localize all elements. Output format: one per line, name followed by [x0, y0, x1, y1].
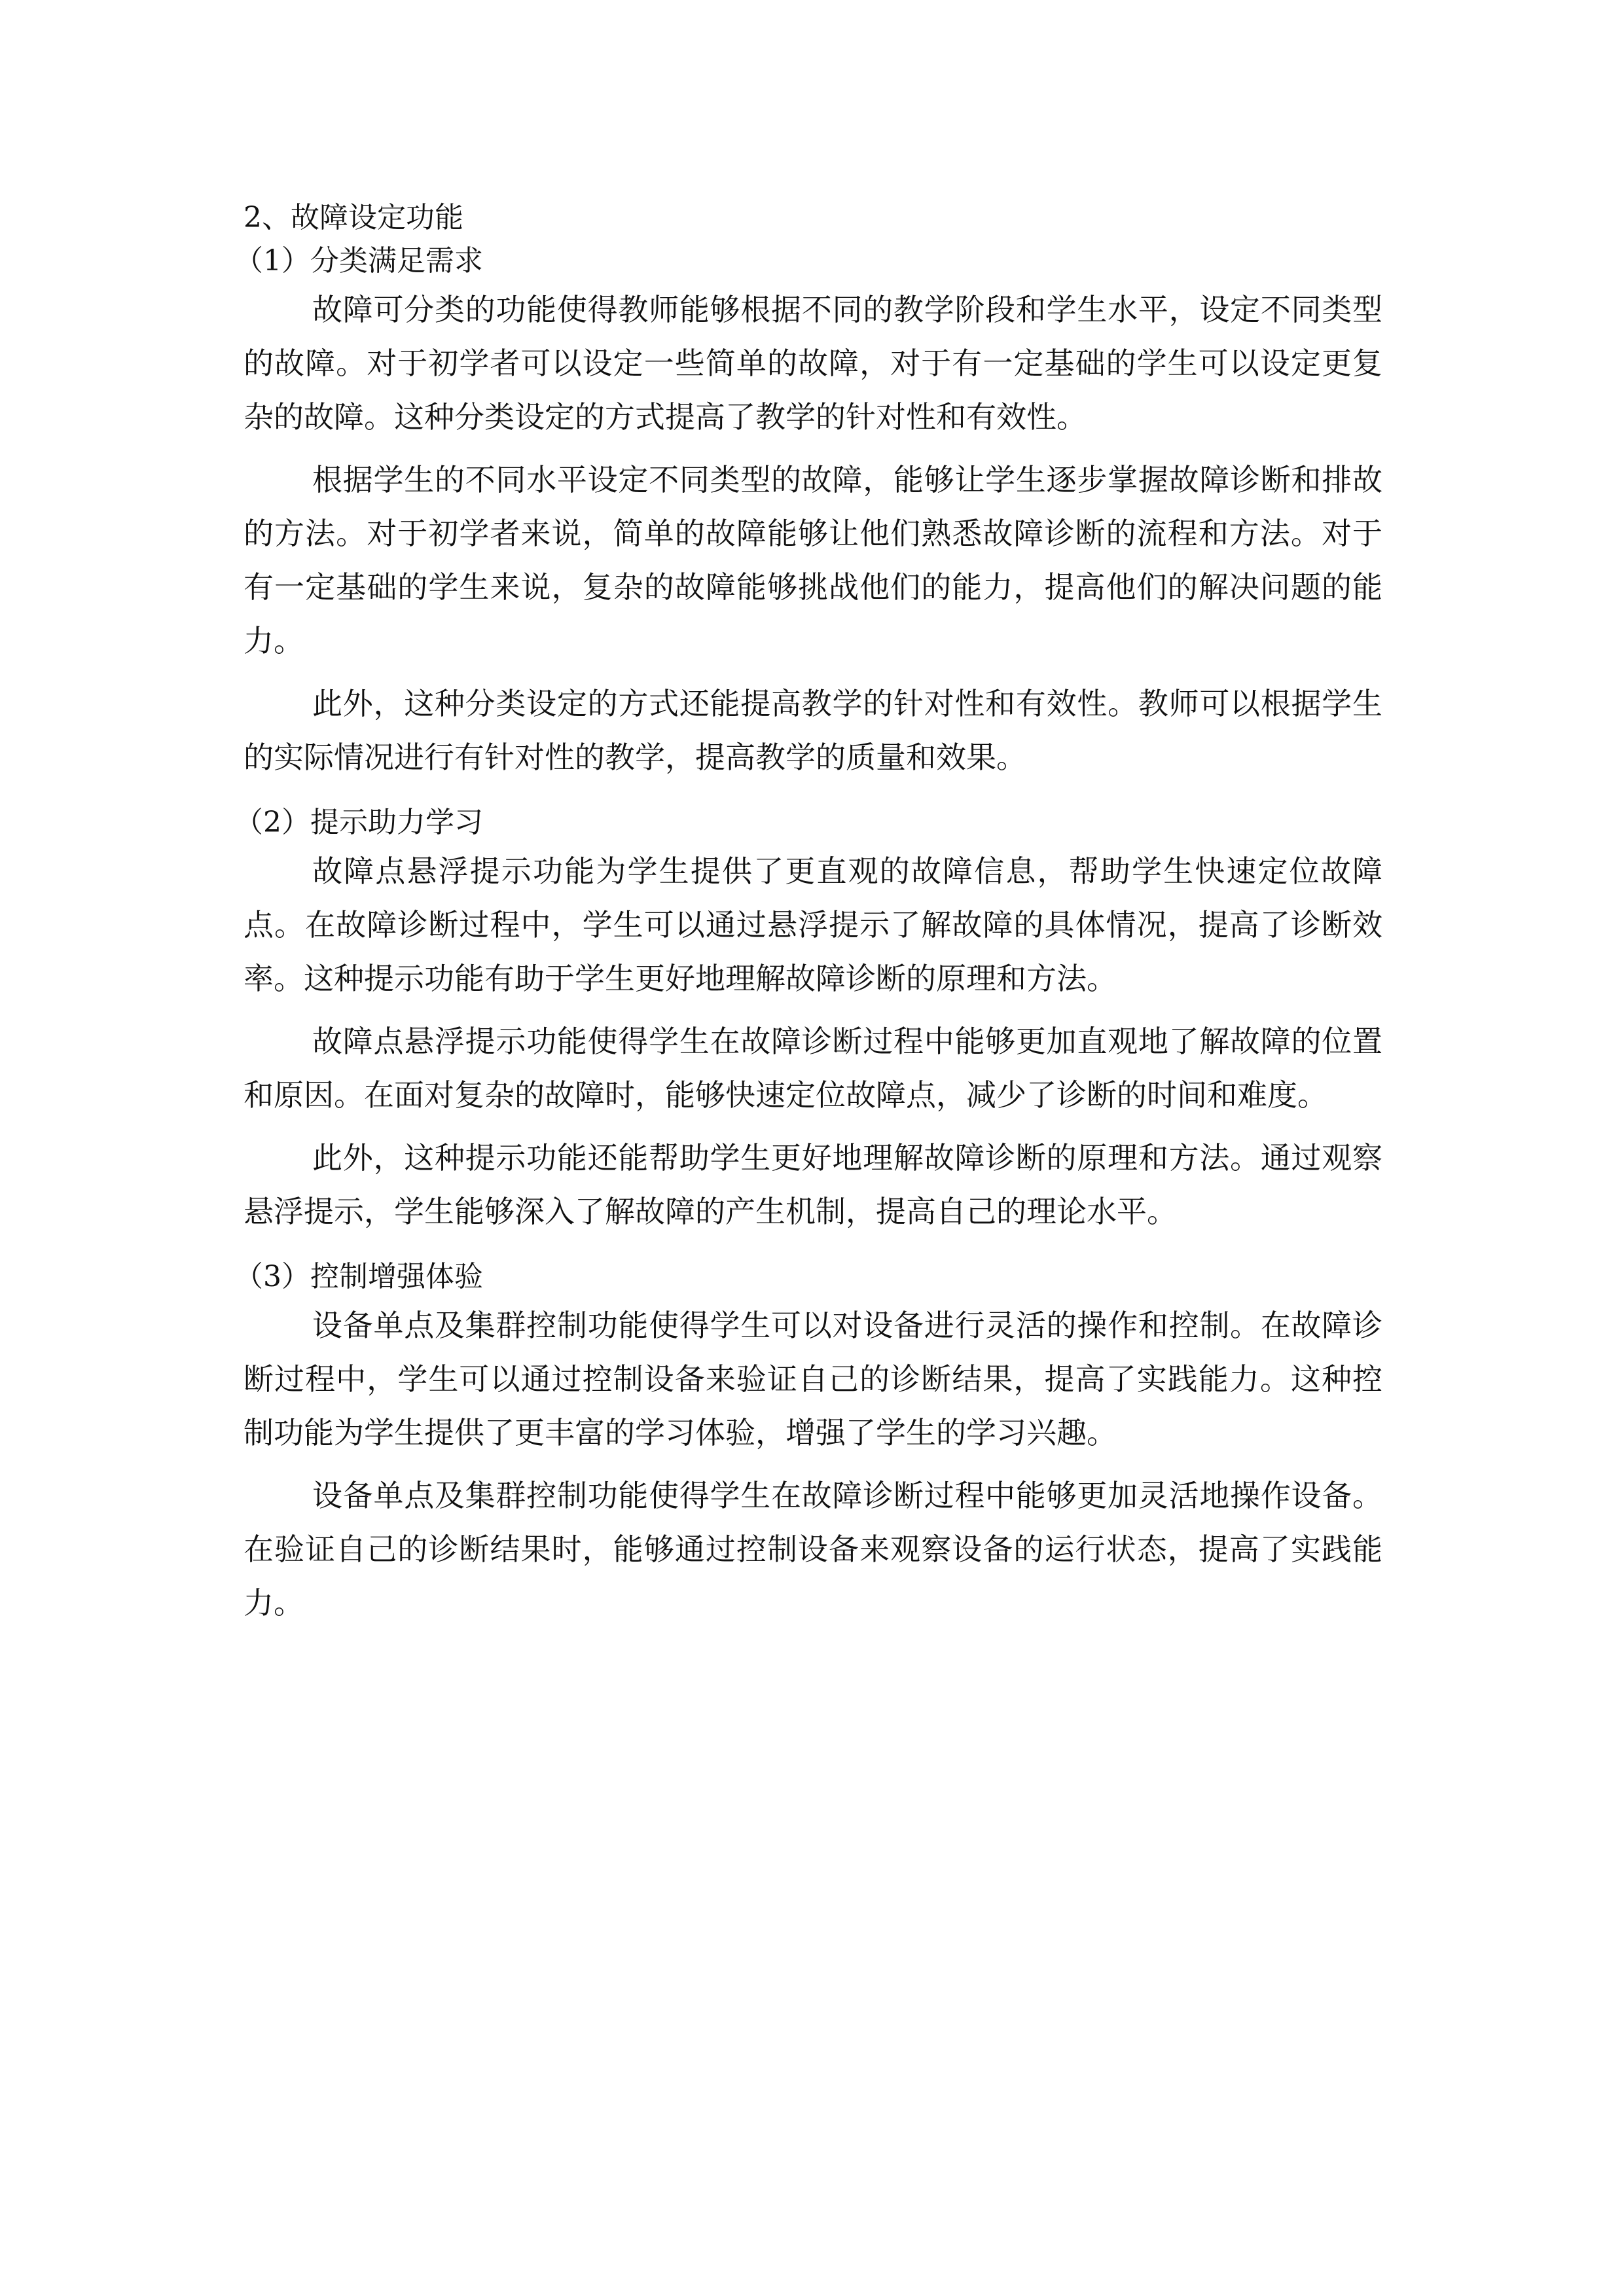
paragraph: 此外，这种提示功能还能帮助学生更好地理解故障诊断的原理和方法。通过观察悬浮提示，学生能够深入了解故障的产生机制，提高自己的理论水平。: [244, 1140, 1382, 1229]
paragraph: 故障点悬浮提示功能使得学生在故障诊断过程中能够更加直观地了解故障的位置和原因。在面对复杂的故障时，能够快速定位故障点，减少了诊断的时间和难度。: [244, 1024, 1382, 1113]
subsection-heading-2: （2）提示助力学习: [234, 806, 483, 839]
spacer: [244, 1460, 1382, 1469]
spacer: [244, 1005, 1382, 1014]
spacer: [244, 784, 1382, 801]
paragraph: 设备单点及集群控制功能使得学生可以对设备进行灵活的操作和控制。在故障诊断过程中，学生可以通过控制设备来验证自己的诊断结果，提高了实践能力。这种控制功能为学生提供了更丰富的学习体验，增强了学生的学习兴趣。: [244, 1308, 1382, 1450]
spacer: [244, 444, 1382, 453]
paragraph: 根据学生的不同水平设定不同类型的故障，能够让学生逐步掌握故障诊断和排故的方法。对于初学者来说，简单的故障能够让他们熟悉故障诊断的流程和方法。对于有一定基础的学生来说，复杂的故障能够挑战他们的能力，提高他们的解决问题的能力。: [244, 462, 1382, 658]
subsection-heading-3: （3）控制增强体验: [234, 1260, 483, 1293]
paragraph: 故障可分类的功能使得教师能够根据不同的教学阶段和学生水平，设定不同类型的故障。对于初学者可以设定一些简单的故障，对于有一定基础的学生可以设定更复杂的故障。这种分类设定的方式提高了教学的针对性和有效性。: [244, 292, 1382, 435]
paragraph: 故障点悬浮提示功能为学生提供了更直观的故障信息，帮助学生快速定位故障点。在故障诊断过程中，学生可以通过悬浮提示了解故障的具体情况，提高了诊断效率。这种提示功能有助于学生更好地理解故障诊断的原理和方法。: [244, 853, 1382, 996]
subsection-heading-1: （1）分类满足需求: [234, 244, 483, 278]
section-title: 2、故障设定功能: [244, 201, 463, 234]
spacer: [244, 668, 1382, 677]
document-body: [234, 196, 1382, 1630]
paragraph: 设备单点及集群控制功能使得学生在故障诊断过程中能够更加灵活地操作设备。在验证自己的诊断结果时，能够通过控制设备来观察设备的运行状态，提高了实践能力。: [244, 1478, 1382, 1621]
spacer: [244, 1238, 1382, 1255]
spacer: [244, 1122, 1382, 1131]
paragraph: 此外，这种分类设定的方式还能提高教学的针对性和有效性。教师可以根据学生的实际情况进行有针对性的教学，提高教学的质量和效果。: [244, 686, 1382, 775]
